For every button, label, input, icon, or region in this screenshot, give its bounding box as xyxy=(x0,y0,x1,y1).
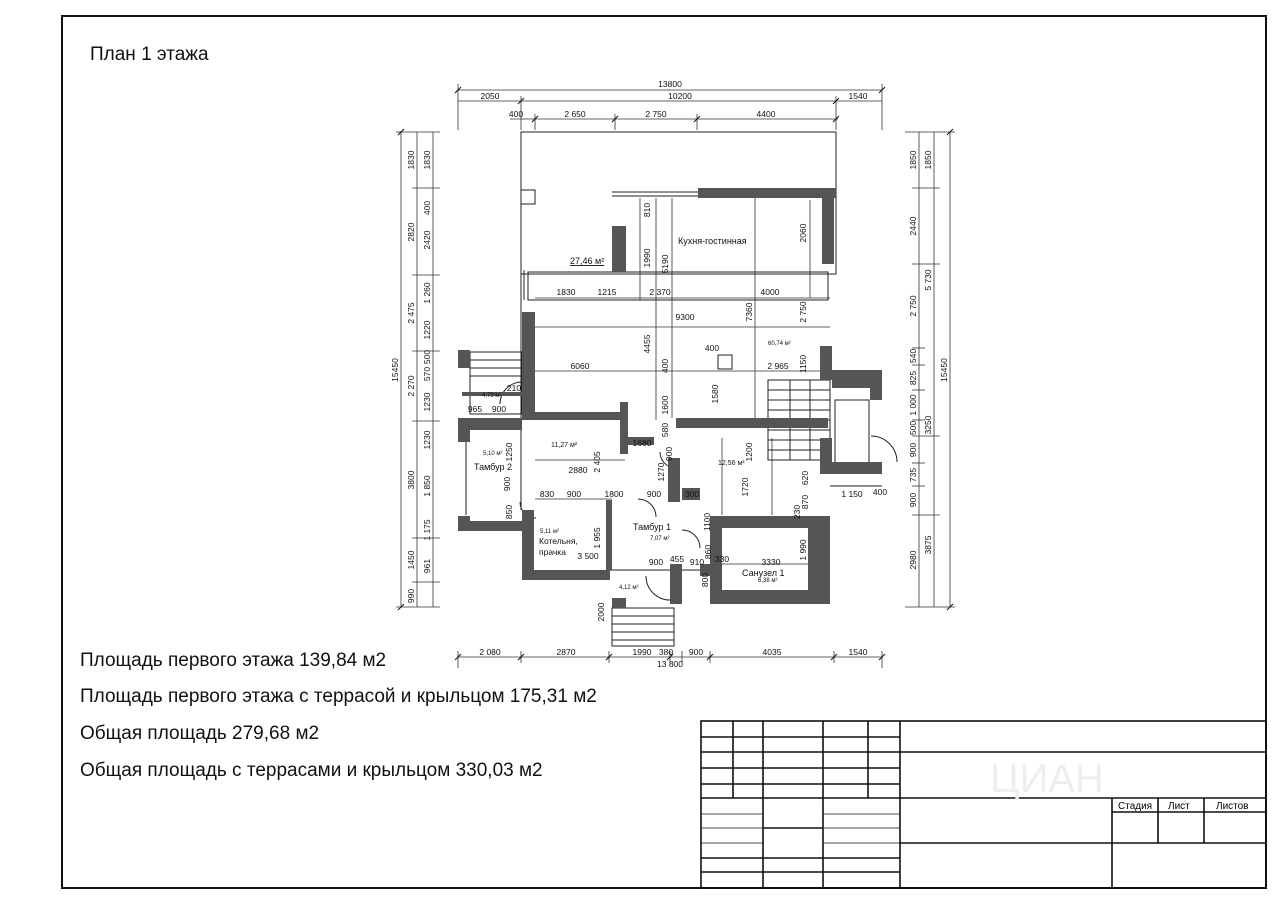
area-note: Площадь первого этажа с террасой и крыльцом 175,31 м2 xyxy=(80,686,597,707)
dim-label: 9300 xyxy=(675,312,695,322)
dim-label: 1100 xyxy=(702,512,712,532)
dim-label: 13 800 xyxy=(657,659,683,669)
dim-label: 13800 xyxy=(658,79,682,89)
dim-label: 900 xyxy=(688,647,704,657)
dim-label: 4400 xyxy=(756,109,776,119)
dim-label: 230 xyxy=(792,504,802,520)
room-area: 7,07 м² xyxy=(650,536,670,542)
room-area: 4,12 м² xyxy=(619,585,639,591)
dim-label: 380 xyxy=(658,647,674,657)
room-area: 4,73 м² xyxy=(482,393,502,399)
dim-label: 1600 xyxy=(660,395,670,415)
sheet-title: План 1 этажа xyxy=(90,44,209,65)
stamp-label: Листов xyxy=(1216,801,1249,812)
room-name: Котельня, xyxy=(539,536,578,546)
dim-label: 330 xyxy=(714,554,730,564)
dim-label: 1990 xyxy=(632,647,652,657)
dim-label: 2 750 xyxy=(908,295,918,317)
dim-label: 1 990 xyxy=(798,539,808,561)
dim-label: 2 650 xyxy=(564,109,586,119)
room-area: 11,27 м² xyxy=(551,442,578,449)
room-name: прачка xyxy=(539,547,566,557)
dim-label: 455 xyxy=(669,554,685,564)
dim-label: 860 xyxy=(703,544,713,560)
dim-label: 900 xyxy=(566,489,582,499)
dim-label: 2 270 xyxy=(406,375,416,397)
dim-label: 1830 xyxy=(556,287,576,297)
dim-label: 1 175 xyxy=(422,519,432,541)
area-note: Площадь первого этажа 139,84 м2 xyxy=(80,650,387,671)
dim-label: 1850 xyxy=(923,150,933,170)
room-area: 12,56 м² xyxy=(718,460,745,467)
dim-label: 300 xyxy=(684,489,700,499)
room-name: Тамбур 2 xyxy=(474,462,513,472)
dim-label: 900 xyxy=(502,476,512,492)
dim-label: 2880 xyxy=(568,465,588,475)
room-area: 6,38 м² xyxy=(758,578,778,584)
dim-label: 900 xyxy=(648,557,664,567)
dim-label: 900 xyxy=(908,442,918,458)
dim-label: 620 xyxy=(800,470,810,486)
dim-label: 900 xyxy=(664,446,674,462)
dim-label: 1830 xyxy=(406,150,416,170)
dim-label: 400 xyxy=(704,343,720,353)
dim-label: 5 730 xyxy=(923,269,933,291)
room-area: 5,10 м² xyxy=(483,451,503,457)
dim-label: 900 xyxy=(646,489,662,499)
dim-label: 1680 xyxy=(632,438,652,448)
dim-label: 2980 xyxy=(908,550,918,570)
dim-label: 4000 xyxy=(760,287,780,297)
dim-label: 825 xyxy=(908,370,918,386)
area-note: Общая площадь с террасами и крыльцом 330,03 м2 xyxy=(80,760,543,781)
dim-label: 15450 xyxy=(390,358,400,382)
dim-label: 810 xyxy=(642,202,652,218)
dim-label: 570 xyxy=(422,366,432,382)
dim-label: 1150 xyxy=(798,354,808,374)
dim-label: 1800 xyxy=(604,489,624,499)
dim-label: 1 000 xyxy=(908,394,918,416)
dim-label: 1 150 xyxy=(841,489,863,499)
dim-label: 1200 xyxy=(744,442,754,462)
room-area: 5,11 м² xyxy=(540,529,560,535)
dim-label: 990 xyxy=(406,588,416,604)
dim-label: 2420 xyxy=(422,230,432,250)
dim-label: 1540 xyxy=(848,647,868,657)
dim-label: 5190 xyxy=(660,254,670,274)
dim-label: 6060 xyxy=(570,361,590,371)
dim-label: 900 xyxy=(491,404,507,414)
dim-label: 2 965 xyxy=(767,361,789,371)
dim-label: 2870 xyxy=(556,647,576,657)
stamp-label: Лист xyxy=(1168,801,1190,812)
dim-label: 850 xyxy=(504,504,514,520)
dim-label: 2050 xyxy=(480,91,500,101)
area-note: Общая площадь 279,68 м2 xyxy=(80,723,320,744)
dim-label: 961 xyxy=(422,558,432,574)
dim-label: 1250 xyxy=(504,442,514,462)
dim-label: 2 750 xyxy=(645,109,667,119)
dim-label: 2 750 xyxy=(798,301,808,323)
dim-label: 1990 xyxy=(642,248,652,268)
dim-label: 210 xyxy=(506,383,522,393)
dim-label: 2 080 xyxy=(479,647,501,657)
dim-label: 1230 xyxy=(422,430,432,450)
dim-label: 1540 xyxy=(848,91,868,101)
dim-label: 1220 xyxy=(422,320,432,340)
dim-label: 400 xyxy=(872,487,888,497)
room-area: 27,46 м² xyxy=(570,256,605,266)
dim-label: 900 xyxy=(908,492,918,508)
dim-label: 3800 xyxy=(406,470,416,490)
dim-label: 735 xyxy=(908,467,918,483)
dim-label: 500 xyxy=(908,420,918,436)
dim-label: 7360 xyxy=(744,302,754,322)
dim-label: 580 xyxy=(660,422,670,438)
dim-label: 1 955 xyxy=(592,527,602,549)
dim-label: 3250 xyxy=(923,415,933,435)
dim-label: 1830 xyxy=(422,150,432,170)
dim-label: 1 260 xyxy=(422,282,432,304)
dim-label: 3330 xyxy=(761,557,781,567)
room-name: Санузел 1 xyxy=(742,568,785,578)
dim-label: 1850 xyxy=(908,150,918,170)
dim-label: 1450 xyxy=(406,550,416,570)
dim-label: 1580 xyxy=(710,384,720,404)
dim-label: 2820 xyxy=(406,222,416,242)
dim-label: 540 xyxy=(908,348,918,364)
dim-label: 3 500 xyxy=(577,551,599,561)
dim-label: 1720 xyxy=(740,477,750,497)
room-area: 60,74 м² xyxy=(768,341,791,347)
dim-label: 10200 xyxy=(668,91,692,101)
dim-label: 400 xyxy=(508,109,524,119)
dim-label: 2440 xyxy=(908,216,918,236)
dim-label: 830 xyxy=(539,489,555,499)
dim-label: 1 850 xyxy=(422,475,432,497)
dim-label: 15450 xyxy=(939,358,949,382)
dim-label: 910 xyxy=(689,557,705,567)
dim-label: 2 405 xyxy=(592,451,602,473)
dim-label: 965 xyxy=(467,404,483,414)
title-block xyxy=(700,720,1267,889)
dim-label: 400 xyxy=(660,358,670,374)
dim-label: 2000 xyxy=(596,602,606,622)
dim-label: 1270 xyxy=(656,462,666,482)
dim-label: 4455 xyxy=(642,334,652,354)
dim-label: 2 475 xyxy=(406,302,416,324)
dim-label: 2060 xyxy=(798,223,808,243)
dim-label: 400 xyxy=(422,200,432,216)
dim-label: 1215 xyxy=(597,287,617,297)
dim-label: 1230 xyxy=(422,392,432,412)
dim-label: 870 xyxy=(800,494,810,510)
stamp-watermark: ЦИАН xyxy=(990,757,1104,801)
dim-label: 800 xyxy=(700,572,710,588)
dim-label: 3875 xyxy=(923,535,933,555)
room-name: Кухня-гостинная xyxy=(678,236,747,246)
stamp-label: Стадия xyxy=(1118,801,1153,812)
dim-label: 500 xyxy=(422,349,432,365)
dim-label: 4035 xyxy=(762,647,782,657)
dim-label: 2 370 xyxy=(649,287,671,297)
room-name: Тамбур 1 xyxy=(633,522,672,532)
